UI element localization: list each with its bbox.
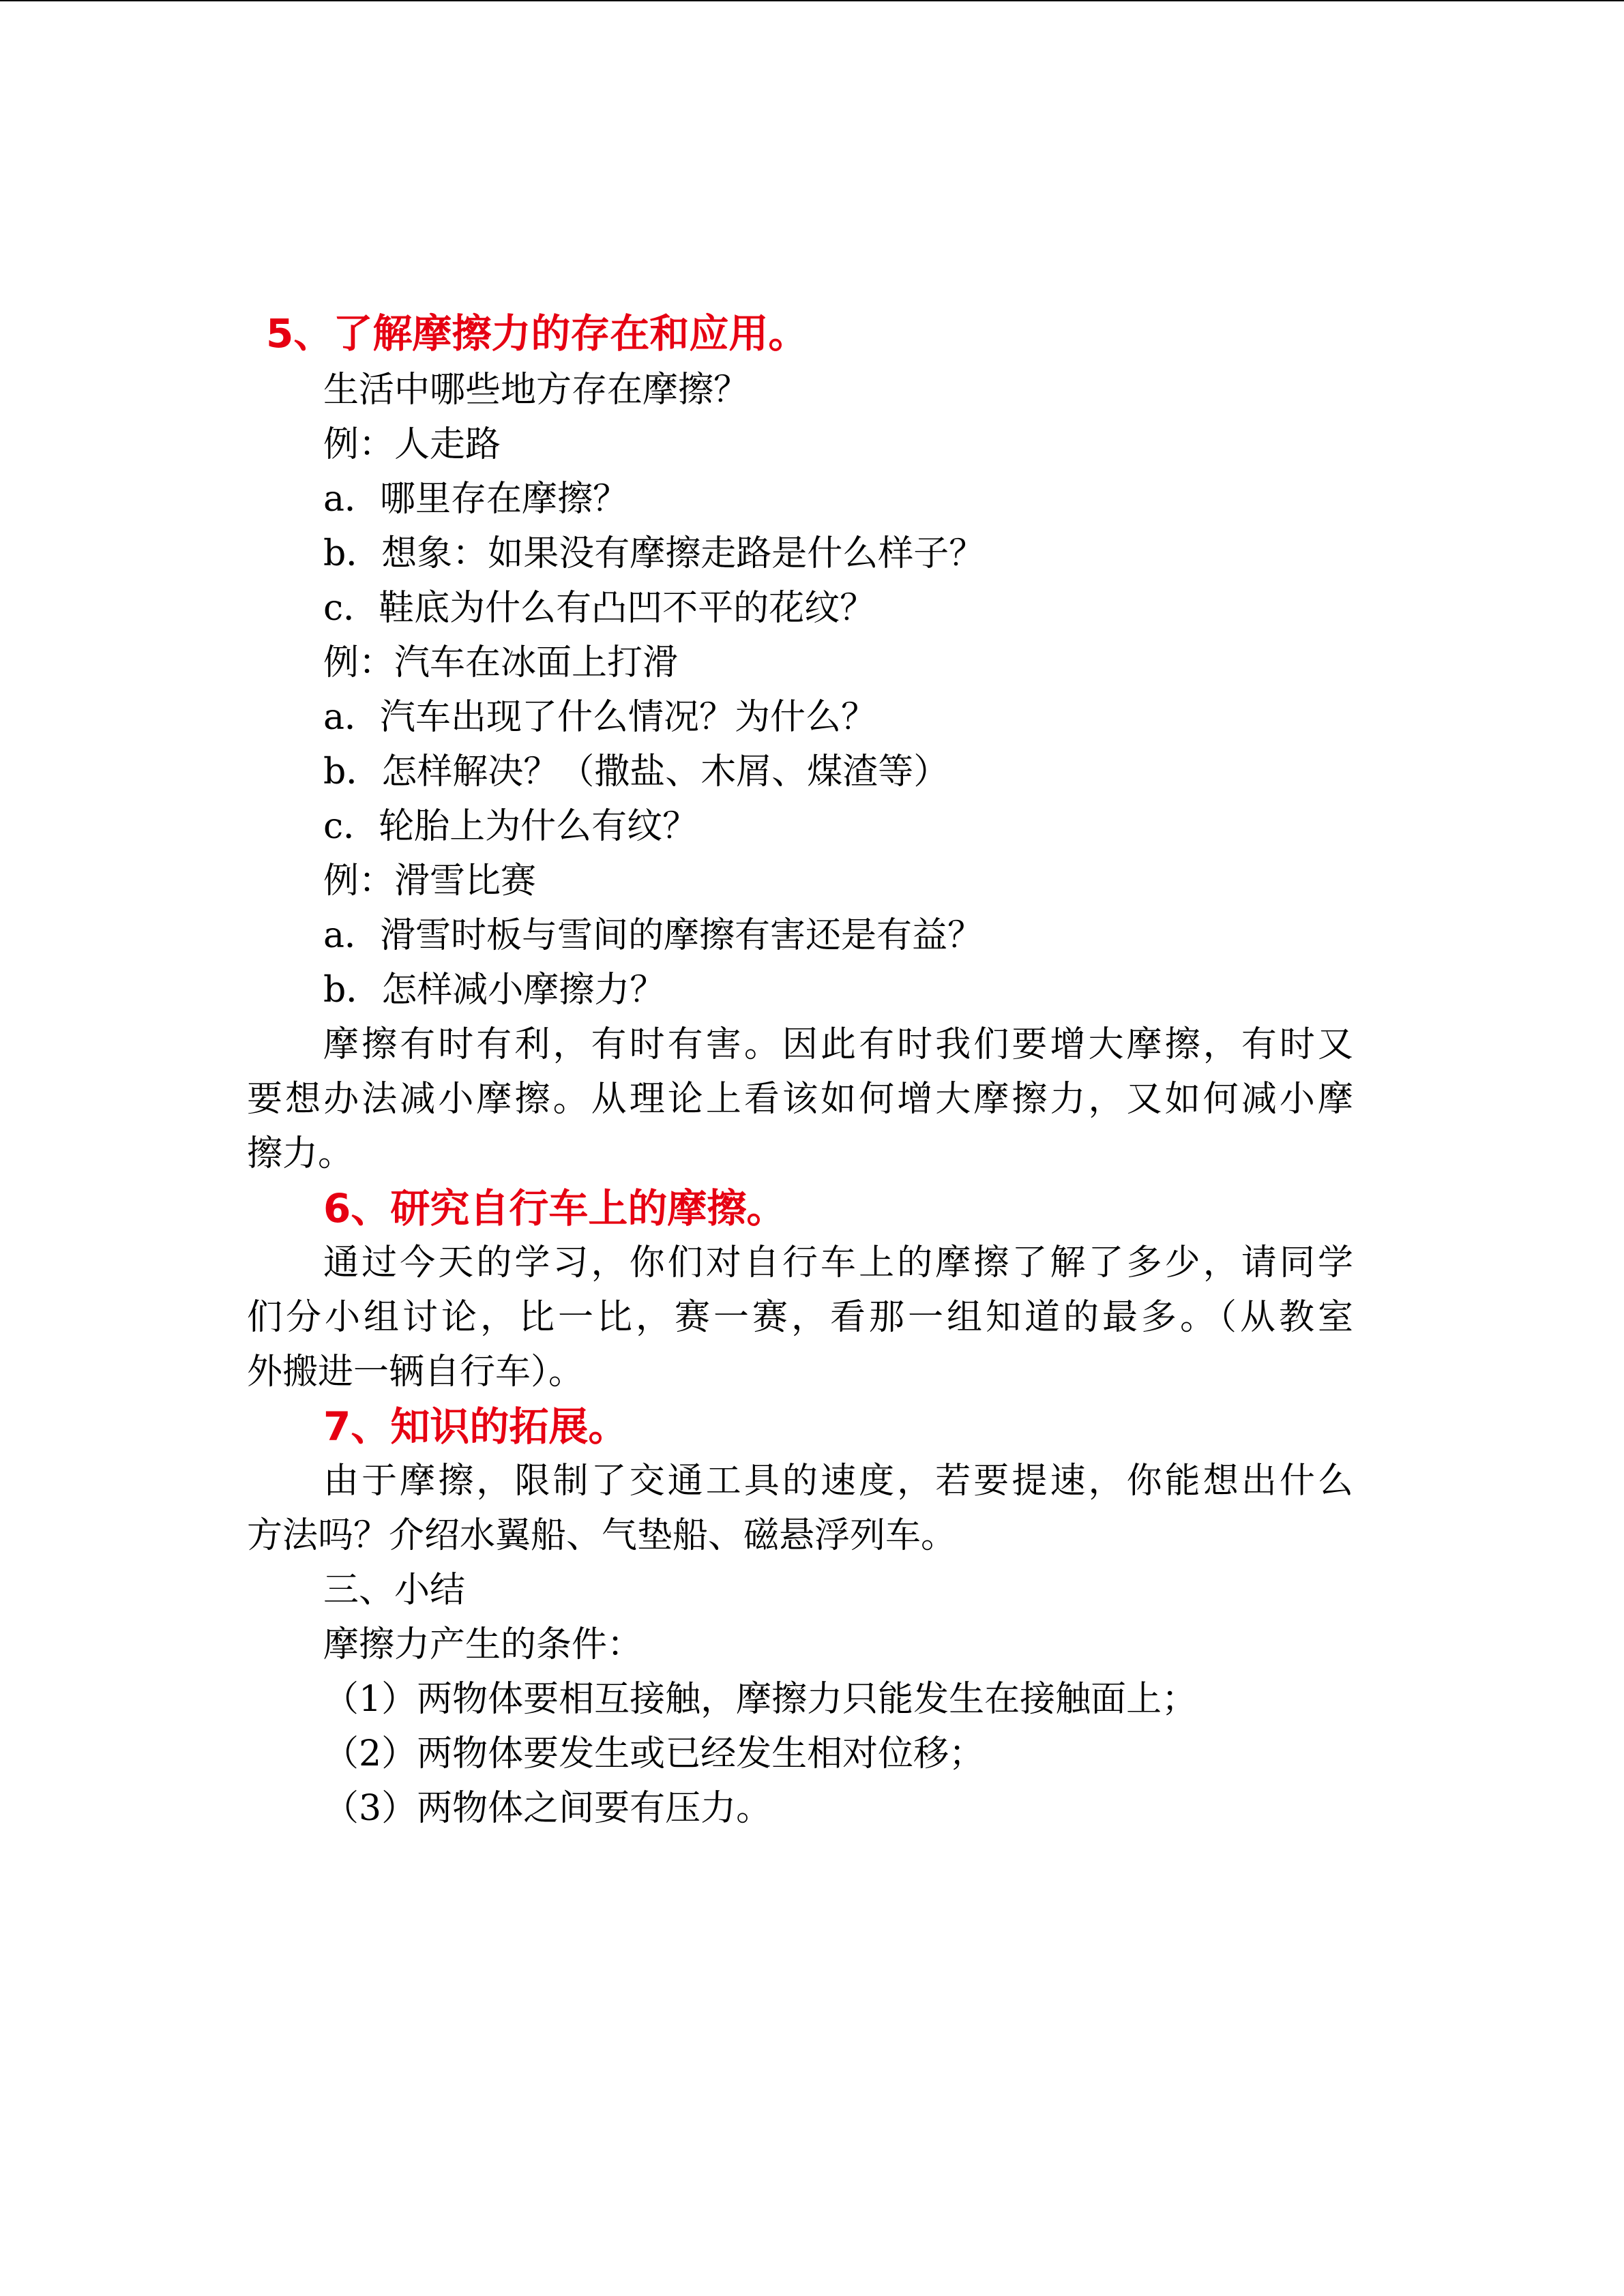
paragraph-line: 摩擦有时有利，有时有害。因此有时我们要增大摩擦，有时又 <box>323 1024 1353 1065</box>
paragraph-line: 外搬进一辆自行车）。 <box>247 1352 585 1392</box>
summary-title: 三、小结 <box>323 1570 466 1611</box>
condition-item: （2）两物体要发生或已经发生相对位移； <box>323 1733 985 1774</box>
sub-question-line: b．怎样解决？（撒盐、木屑、煤渣等） <box>323 751 949 792</box>
section-7-heading: 7、知识的拓展。 <box>323 1403 628 1450</box>
example-line: 例：人走路 <box>323 424 501 465</box>
paragraph-line: 通过今天的学习，你们对自行车上的摩擦了解了多少，请同学 <box>323 1242 1353 1283</box>
condition-item: （3）两物体之间要有压力。 <box>323 1788 772 1829</box>
sub-question-line: c．鞋底为什么有凸凹不平的花纹？ <box>323 588 876 629</box>
sub-question-line: a．哪里存在摩擦？ <box>323 479 629 520</box>
section-5-heading: 5、了解摩擦力的存在和应用。 <box>266 310 808 357</box>
example-line: 例：汽车在冰面上打滑 <box>323 642 679 683</box>
example-line: 例：滑雪比赛 <box>323 861 537 901</box>
paragraph-line: 方法吗？介绍水翼船、气垫船、磁悬浮列车。 <box>247 1515 957 1556</box>
sub-question-line: b．想象：如果没有摩擦走路是什么样子？ <box>323 533 985 574</box>
paragraph-line: 要想办法减小摩擦。从理论上看该如何增大摩擦力，又如何减小摩 <box>247 1079 1353 1120</box>
sub-question-line: a．汽车出现了什么情况？为什么？ <box>323 697 877 738</box>
sub-question-line: c．轮胎上为什么有纹？ <box>323 806 698 847</box>
paragraph-line: 由于摩擦，限制了交通工具的速度，若要提速，你能想出什么 <box>323 1461 1353 1502</box>
question-line: 生活中哪些地方存在摩擦？ <box>323 370 750 411</box>
top-border-line <box>0 0 1624 1</box>
paragraph-line: 擦力。 <box>247 1133 354 1174</box>
condition-item: （1）两物体要相互接触，摩擦力只能发生在接触面上； <box>323 1679 1198 1720</box>
conditions-title: 摩擦力产生的条件： <box>323 1624 643 1665</box>
paragraph-line: 们分小组讨论，比一比，赛一赛，看那一组知道的最多。（从教室 <box>247 1297 1353 1338</box>
sub-question-line: a．滑雪时板与雪间的摩擦有害还是有益？ <box>323 915 984 956</box>
section-6-heading: 6、研究自行车上的摩擦。 <box>323 1185 786 1232</box>
sub-question-line: b．怎样减小摩擦力？ <box>323 970 666 1011</box>
